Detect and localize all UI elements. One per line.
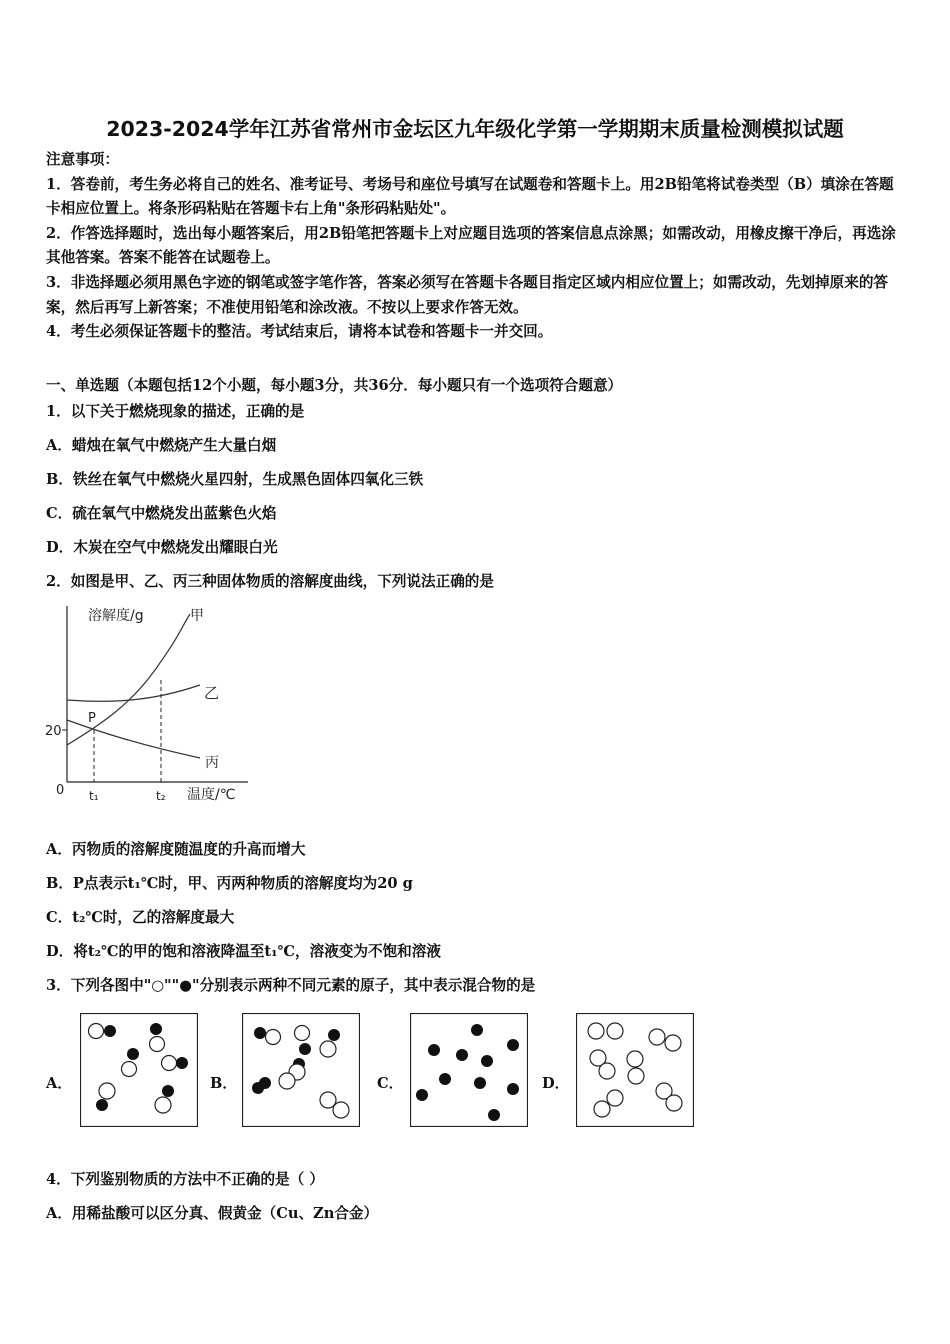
tick-t1: t₁	[89, 789, 99, 803]
page-title: 2023-2024学年江苏省常州市金坛区九年级化学第一学期期末质量检测模拟试题	[106, 117, 844, 141]
q1-option-b: B．铁丝在氧气中燃烧火星四射，生成黑色固体四氧化三铁	[46, 471, 424, 488]
note-item-3: 3．非选择题必须用黑色字迹的钢笔或签字笔作答，答案必须写在答题卡各题目指定区域内相应位置上；如需改动，先划掉原来的答案，然后再写上新答案；不准使用铅笔和涂改液。不按以上要求作答无效。	[46, 273, 889, 316]
q2-stem: 2．如图是甲、乙、丙三种固体物质的溶解度曲线，下列说法正确的是	[46, 573, 494, 590]
q3-box-a	[80, 1013, 198, 1127]
notes-block	[46, 148, 906, 345]
note-item-2: 2．作答选择题时，选出每小题答案后，用2B铅笔把答题卡上对应题目选项的答案信息点涂黑；如需改动，用橡皮擦干净后，再选涂其他答案。答案不能答在试题卷上。	[46, 224, 896, 267]
ylabel: 溶解度/g	[88, 608, 144, 624]
point-p: P	[88, 711, 96, 726]
tick-t2: t₂	[156, 789, 166, 803]
y-20: 20	[45, 724, 62, 739]
note-item-4: 4．考生必须保证答题卡的整洁。考试结束后，请将本试卷和答题卡一并交回。	[46, 323, 553, 341]
jia-curve	[67, 614, 190, 745]
note-item-1: 1．答卷前，考生务必将自己的姓名、准考证号、考场号和座位号填写在试题卷和答题卡上。用2B铅笔将试卷类型（B）填涂在答题卡相应位置上。将条形码粘贴在答题卡右上角"条形码粘贴处"。	[46, 175, 894, 218]
q1-option-c: C．硫在氧气中燃烧发出蓝紫色火焰	[46, 505, 277, 522]
q3-label-b: B．	[210, 1075, 237, 1092]
label-bing: 丙	[205, 755, 219, 771]
solubility-graph	[40, 600, 260, 810]
origin: 0	[56, 783, 65, 798]
q1-option-d: D．木炭在空气中燃烧发出耀眼白光	[46, 539, 278, 556]
q3-box-d	[576, 1013, 694, 1127]
q1-option-a: A．蜡烛在氧气中燃烧产生大量白烟	[46, 437, 277, 454]
q3-label-a: A．	[46, 1075, 72, 1092]
yi-curve	[67, 685, 200, 701]
q2-option-d: D．将t₂℃的甲的饱和溶液降温至t₁℃，溶液变为不饱和溶液	[46, 943, 441, 960]
notes-heading: 注意事项：	[46, 151, 119, 168]
section-heading: 一、单选题（本题包括12个小题，每小题3分，共36分．每小题只有一个选项符合题意）	[46, 377, 623, 394]
q2-option-a: A．丙物质的溶解度随温度的升高而增大	[46, 841, 306, 858]
q4-option-a: A．用稀盐酸可以区分真、假黄金（Cu、Zn合金）	[46, 1205, 379, 1222]
q4-stem: 4．下列鉴别物质的方法中不正确的是（ ）	[46, 1171, 324, 1188]
label-yi: 乙	[204, 684, 220, 702]
q3-box-c	[410, 1013, 528, 1127]
xlabel: 温度/℃	[187, 787, 236, 803]
q3-label-c: C．	[377, 1075, 404, 1092]
q2-option-b: B．P点表示t₁℃时，甲、丙两种物质的溶解度均为20 g	[46, 875, 413, 892]
q2-option-c: C．t₂℃时，乙的溶解度最大	[46, 909, 235, 926]
label-jia: 甲	[190, 608, 204, 624]
q3-stem: 3．下列各图中"○""●"分别表示两种不同元素的原子，其中表示混合物的是	[46, 977, 536, 994]
q3-label-d: D．	[542, 1075, 570, 1092]
q1-stem: 1．以下关于燃烧现象的描述，正确的是	[46, 403, 305, 420]
q3-box-b	[242, 1013, 360, 1127]
bing-curve	[67, 720, 200, 758]
